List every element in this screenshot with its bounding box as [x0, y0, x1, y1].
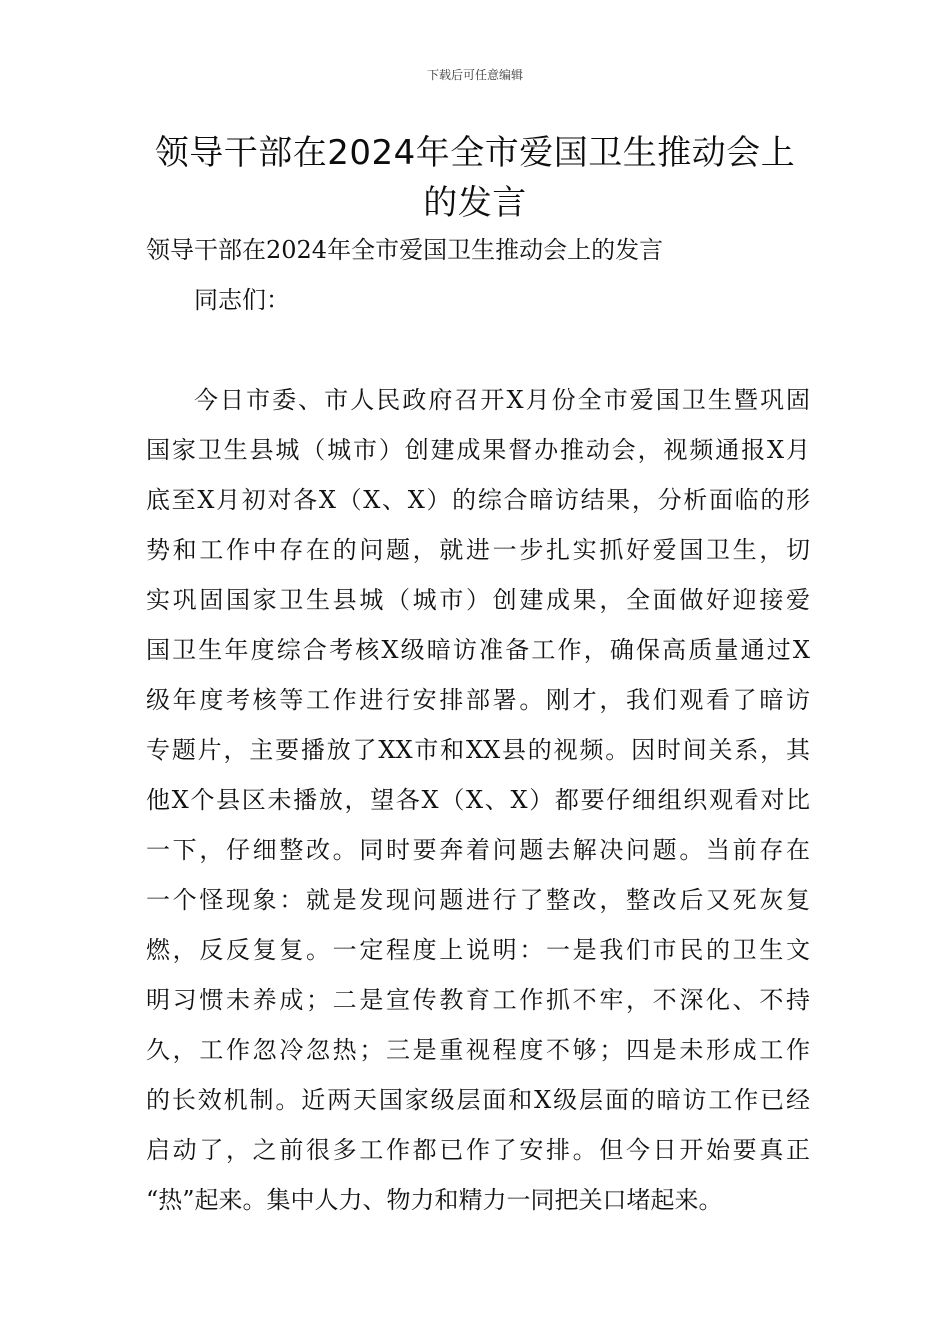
body-line: 的长效机制。近两天国家级层面和X级层面的暗访工作已经: [146, 1086, 810, 1114]
body-line: 级年度考核等工作进行安排部署。刚才，我们观看了暗访: [146, 686, 810, 714]
body-line: 启动了，之前很多工作都已作了安排。但今日开始要真正: [146, 1136, 810, 1164]
document-title-line-2: 的发言: [423, 183, 527, 223]
body-paragraph: [146, 375, 810, 1225]
body-line: 久，工作忽冷忽热；三是重视程度不够；四是未形成工作: [146, 1036, 810, 1064]
body-line: 底至X月初对各X（X、X）的综合暗访结果，分析面临的形: [146, 486, 810, 514]
body-line: 实巩固国家卫生县城（城市）创建成果，全面做好迎接爱: [146, 586, 810, 614]
body-line: 今日市委、市人民政府召开X月份全市爱国卫生暨巩固: [194, 386, 810, 414]
header-note: 下载后可任意编辑: [426, 68, 523, 82]
body-line: 一下，仔细整改。同时要奔着问题去解决问题。当前存在: [146, 836, 810, 864]
body-line: 燃，反反复复。一定程度上说明：一是我们市民的卫生文: [146, 936, 810, 964]
body-line: 他X个县区未播放，望各X（X、X）都要仔细组织观看对比: [146, 786, 810, 814]
document-title: [140, 128, 810, 228]
document-title-line-1: 领导干部在2024年全市爱国卫生推动会上: [154, 133, 796, 173]
body-line: 明习惯未养成；二是宣传教育工作抓不牢，不深化、不持: [146, 986, 810, 1014]
body-line: 国卫生年度综合考核X级暗访准备工作，确保高质量通过X: [146, 636, 810, 664]
document-subtitle: 领导干部在2024年全市爱国卫生推动会上的发言: [146, 236, 664, 264]
body-line: “热”起来。集中人力、物力和精力一同把关口堵起来。: [146, 1186, 723, 1214]
body-line: 一个怪现象：就是发现问题进行了整改，整改后又死灰复: [146, 886, 810, 914]
body-line: 专题片，主要播放了XX市和XX县的视频。因时间关系，其: [146, 736, 810, 764]
body-line: 国家卫生县城（城市）创建成果督办推动会，视频通报X月: [146, 436, 810, 464]
body-line: 势和工作中存在的问题，就进一步扎实抓好爱国卫生，切: [146, 536, 810, 564]
salutation: 同志们：: [194, 286, 290, 314]
